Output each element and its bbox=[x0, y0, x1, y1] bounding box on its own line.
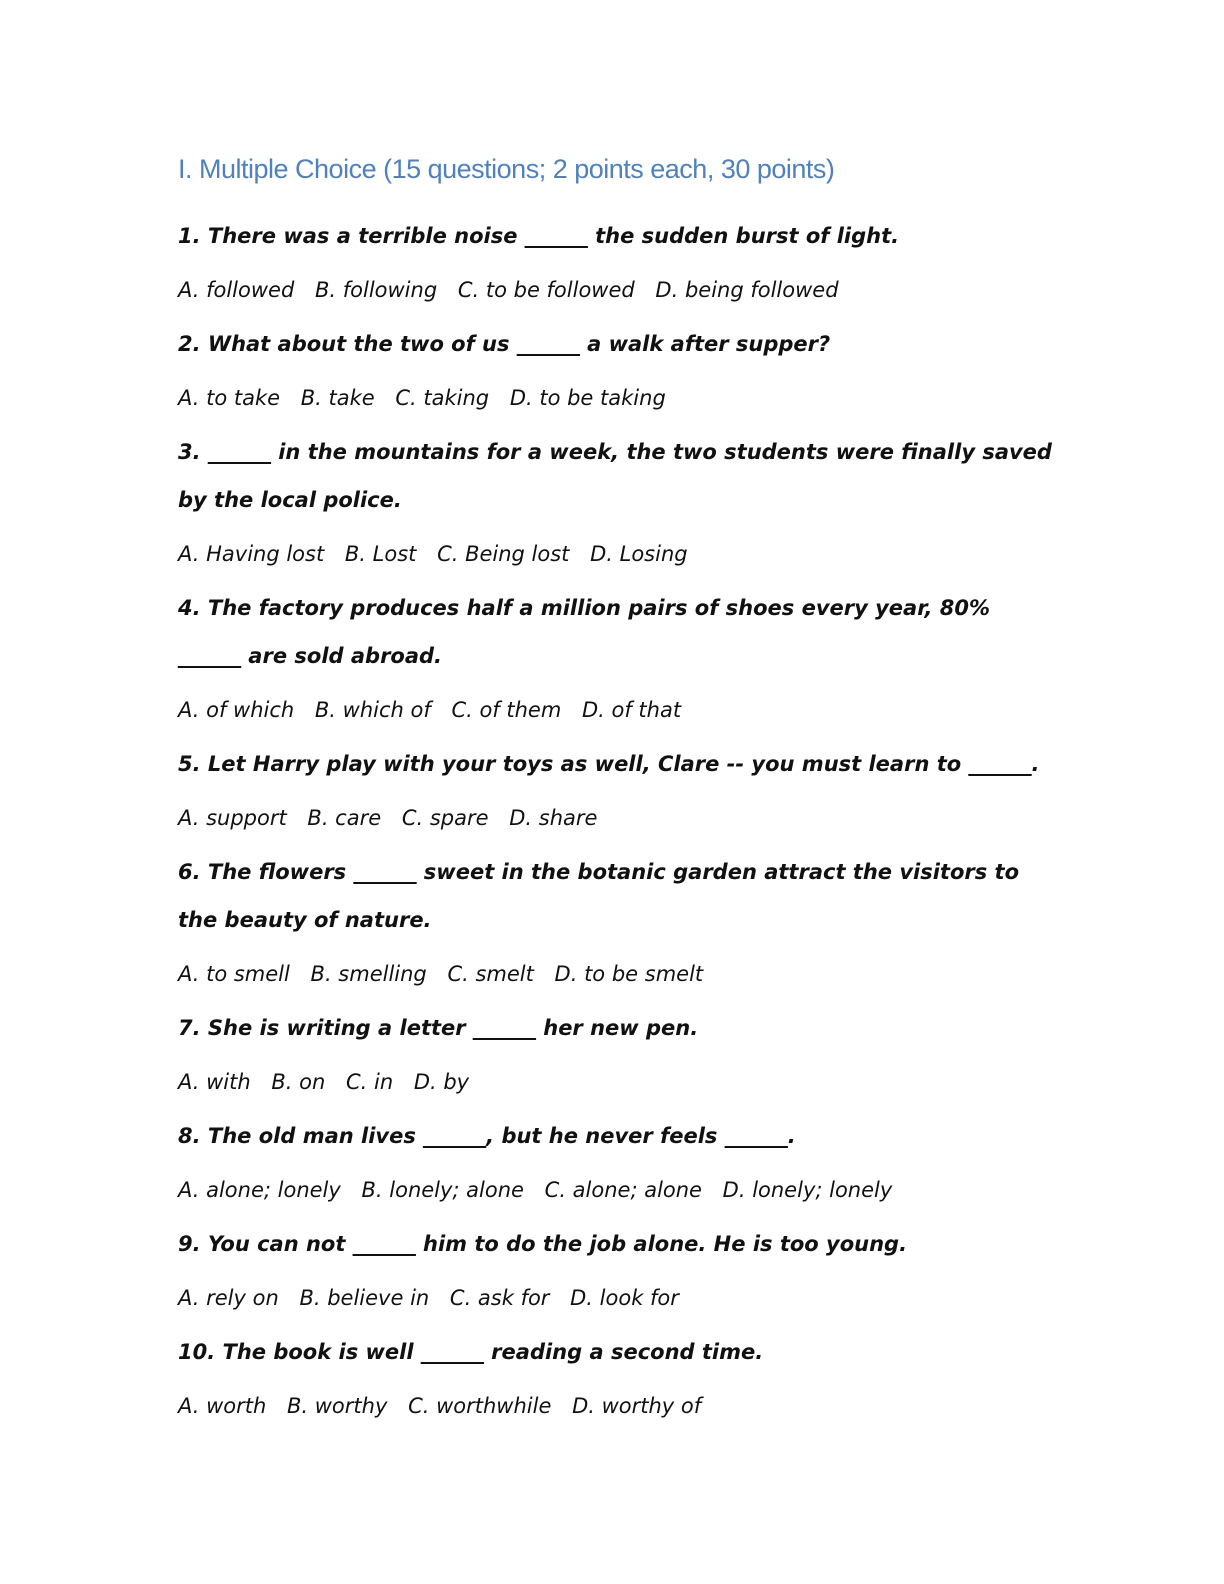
options-7 bbox=[178, 1058, 1058, 1106]
option-d: D. to be smelt bbox=[554, 962, 704, 986]
option-b: B. lonely; alone bbox=[361, 1178, 524, 1202]
option-d: D. share bbox=[509, 806, 598, 830]
option-a: A. with bbox=[178, 1070, 251, 1094]
option-c: C. worthwhile bbox=[408, 1394, 552, 1418]
question-list bbox=[178, 212, 1058, 1430]
option-a: A. Having lost bbox=[178, 542, 325, 566]
option-c: C. alone; alone bbox=[544, 1178, 702, 1202]
option-a: A. support bbox=[178, 806, 287, 830]
question-4: 4. The factory produces half a million pairs of shoes every year, 80% ______ are sold abroad. bbox=[178, 596, 991, 668]
options-4 bbox=[178, 686, 1058, 734]
options-1 bbox=[178, 266, 1058, 314]
option-c: C. ask for bbox=[449, 1286, 550, 1310]
option-c: C. to be followed bbox=[457, 278, 635, 302]
option-c: C. spare bbox=[401, 806, 489, 830]
question-10: 10. The book is well ______ reading a second time. bbox=[178, 1340, 764, 1364]
options-10 bbox=[178, 1382, 1058, 1430]
question-1: 1. There was a terrible noise ______ the sudden burst of light. bbox=[178, 224, 900, 248]
options-3 bbox=[178, 530, 1058, 578]
option-a: A. to take bbox=[178, 386, 281, 410]
question-2: 2. What about the two of us ______ a walk after supper? bbox=[178, 332, 831, 356]
option-c: C. of them bbox=[451, 698, 562, 722]
section-title: I. Multiple Choice (15 questions; 2 points each, 30 points) bbox=[178, 154, 835, 184]
option-c: C. taking bbox=[395, 386, 490, 410]
option-d: D. of that bbox=[581, 698, 682, 722]
option-d: D. to be taking bbox=[509, 386, 666, 410]
question-6: 6. The flowers ______ sweet in the botanic garden attract the visitors to the beauty of nature. bbox=[178, 860, 1020, 932]
option-b: B. Lost bbox=[344, 542, 417, 566]
option-b: B. believe in bbox=[299, 1286, 430, 1310]
option-b: B. worthy bbox=[287, 1394, 388, 1418]
option-d: D. Losing bbox=[590, 542, 688, 566]
option-b: B. following bbox=[314, 278, 438, 302]
question-3: 3. ______ in the mountains for a week, the two students were finally saved by the local police. bbox=[178, 440, 1052, 512]
option-b: B. which of bbox=[314, 698, 431, 722]
option-a: A. alone; lonely bbox=[178, 1178, 341, 1202]
options-2 bbox=[178, 374, 1058, 422]
option-d: D. lonely; lonely bbox=[722, 1178, 893, 1202]
options-8 bbox=[178, 1166, 1058, 1214]
question-8: 8. The old man lives ______, but he never feels ______. bbox=[178, 1124, 796, 1148]
option-a: A. worth bbox=[178, 1394, 267, 1418]
options-9 bbox=[178, 1274, 1058, 1322]
option-b: B. care bbox=[307, 806, 382, 830]
option-d: D. look for bbox=[570, 1286, 679, 1310]
option-d: D. by bbox=[413, 1070, 470, 1094]
question-7: 7. She is writing a letter ______ her new pen. bbox=[178, 1016, 699, 1040]
option-a: A. followed bbox=[178, 278, 295, 302]
question-9: 9. You can not ______ him to do the job alone. He is too young. bbox=[178, 1232, 908, 1256]
question-5: 5. Let Harry play with your toys as well, Clare -- you must learn to ______. bbox=[178, 752, 1040, 776]
option-a: A. of which bbox=[178, 698, 295, 722]
option-d: D. being followed bbox=[655, 278, 839, 302]
option-b: B. smelling bbox=[310, 962, 427, 986]
option-b: B. take bbox=[300, 386, 375, 410]
options-5 bbox=[178, 794, 1058, 842]
option-a: A. rely on bbox=[178, 1286, 279, 1310]
options-6 bbox=[178, 950, 1058, 998]
option-d: D. worthy of bbox=[572, 1394, 702, 1418]
option-c: C. in bbox=[345, 1070, 394, 1094]
option-b: B. on bbox=[271, 1070, 326, 1094]
document-page bbox=[178, 150, 1058, 1436]
option-c: C. smelt bbox=[447, 962, 534, 986]
option-c: C. Being lost bbox=[437, 542, 570, 566]
option-a: A. to smell bbox=[178, 962, 290, 986]
